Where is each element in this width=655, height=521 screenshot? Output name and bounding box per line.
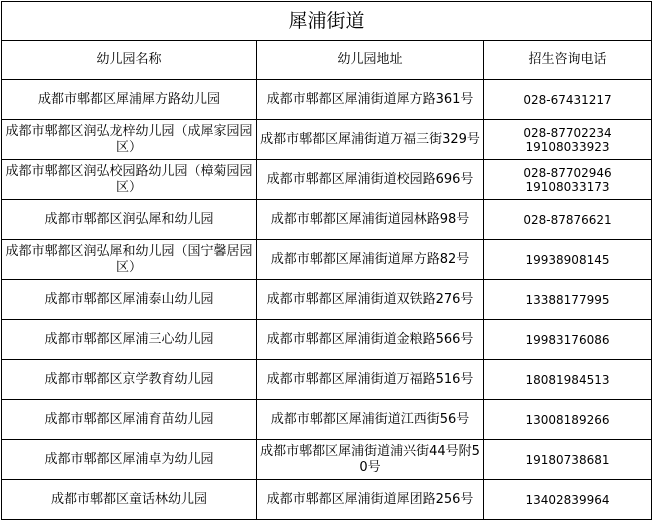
phone-list	[487, 333, 648, 347]
phone-list	[487, 93, 648, 107]
phone-number: 18081984513	[525, 372, 610, 387]
phone-list	[487, 126, 648, 154]
phone-number: 028-67431217	[523, 92, 612, 107]
kindergarten-name: 成都市郫都区润弘校园路幼儿园（樟菊园园区）	[2, 160, 257, 200]
kindergarten-address: 成都市郫都区犀浦街道犀方路361号	[257, 80, 484, 120]
phone-list	[487, 166, 648, 194]
kindergarten-address: 成都市郫都区犀浦街道江西街56号	[257, 400, 484, 440]
enrollment-phone	[484, 320, 652, 360]
table-row	[2, 200, 652, 240]
kindergarten-name: 成都市郫都区润弘犀和幼儿园	[2, 200, 257, 240]
phone-number: 13388177995	[525, 292, 610, 307]
kindergarten-name: 成都市郫都区润弘龙梓幼儿园（成犀家园园区）	[2, 120, 257, 160]
kindergarten-address: 成都市郫都区犀浦街道犀团路256号	[257, 480, 484, 520]
column-header-address: 幼儿园地址	[257, 41, 484, 80]
kindergarten-address: 成都市郫都区犀浦街道金粮路566号	[257, 320, 484, 360]
kindergarten-name: 成都市郫都区犀浦三心幼儿园	[2, 320, 257, 360]
table-row	[2, 440, 652, 480]
column-header-name: 幼儿园名称	[2, 41, 257, 80]
kindergarten-address: 成都市郫都区犀浦街道犀方路82号	[257, 240, 484, 280]
phone-number: 028-87876621	[523, 212, 612, 227]
phone-list	[487, 493, 648, 507]
phone-number: 13402839964	[525, 492, 610, 507]
table-row	[2, 280, 652, 320]
table-row	[2, 120, 652, 160]
enrollment-phone	[484, 80, 652, 120]
kindergarten-name: 成都市郫都区犀浦泰山幼儿园	[2, 280, 257, 320]
kindergarten-address: 成都市郫都区犀浦街道浦兴街44号附50号	[257, 440, 484, 480]
kindergarten-table	[1, 1, 652, 520]
phone-number: 028-87702946	[523, 165, 612, 180]
table-row	[2, 400, 652, 440]
table-row	[2, 360, 652, 400]
column-header-phone: 招生咨询电话	[484, 41, 652, 80]
kindergarten-address: 成都市郫都区犀浦街道万福路516号	[257, 360, 484, 400]
table-title: 犀浦街道	[2, 2, 652, 41]
phone-number: 028-87702234	[523, 125, 612, 140]
phone-number: 19108033923	[525, 139, 610, 154]
phone-list	[487, 213, 648, 227]
enrollment-phone	[484, 480, 652, 520]
kindergarten-address: 成都市郫都区犀浦街道园林路98号	[257, 200, 484, 240]
phone-number: 13008189266	[525, 412, 610, 427]
phone-list	[487, 453, 648, 467]
table-row	[2, 240, 652, 280]
table-row	[2, 80, 652, 120]
phone-number: 19180738681	[525, 452, 610, 467]
kindergarten-address: 成都市郫都区犀浦街道校园路696号	[257, 160, 484, 200]
phone-list	[487, 293, 648, 307]
kindergarten-name: 成都市郫都区润弘犀和幼儿园（国宁馨居园区）	[2, 240, 257, 280]
kindergarten-address: 成都市郫都区犀浦街道双铁路276号	[257, 280, 484, 320]
enrollment-phone	[484, 120, 652, 160]
phone-list	[487, 373, 648, 387]
table-row	[2, 160, 652, 200]
enrollment-phone	[484, 280, 652, 320]
enrollment-phone	[484, 240, 652, 280]
kindergarten-name: 成都市郫都区童话林幼儿园	[2, 480, 257, 520]
table-row	[2, 320, 652, 360]
kindergarten-name: 成都市郫都区犀浦卓为幼儿园	[2, 440, 257, 480]
kindergarten-name: 成都市郫都区犀浦育苗幼儿园	[2, 400, 257, 440]
phone-number: 19108033173	[525, 179, 610, 194]
enrollment-phone	[484, 200, 652, 240]
kindergarten-name: 成都市郫都区犀浦犀方路幼儿园	[2, 80, 257, 120]
phone-number: 19983176086	[525, 332, 610, 347]
table-body	[2, 80, 652, 520]
kindergarten-address: 成都市郫都区犀浦街道万福三街329号	[257, 120, 484, 160]
kindergarten-name: 成都市郫都区京学教育幼儿园	[2, 360, 257, 400]
enrollment-phone	[484, 440, 652, 480]
phone-list	[487, 253, 648, 267]
phone-number: 19938908145	[525, 252, 610, 267]
phone-list	[487, 413, 648, 427]
enrollment-phone	[484, 160, 652, 200]
table-row	[2, 480, 652, 520]
enrollment-phone	[484, 360, 652, 400]
enrollment-phone	[484, 400, 652, 440]
